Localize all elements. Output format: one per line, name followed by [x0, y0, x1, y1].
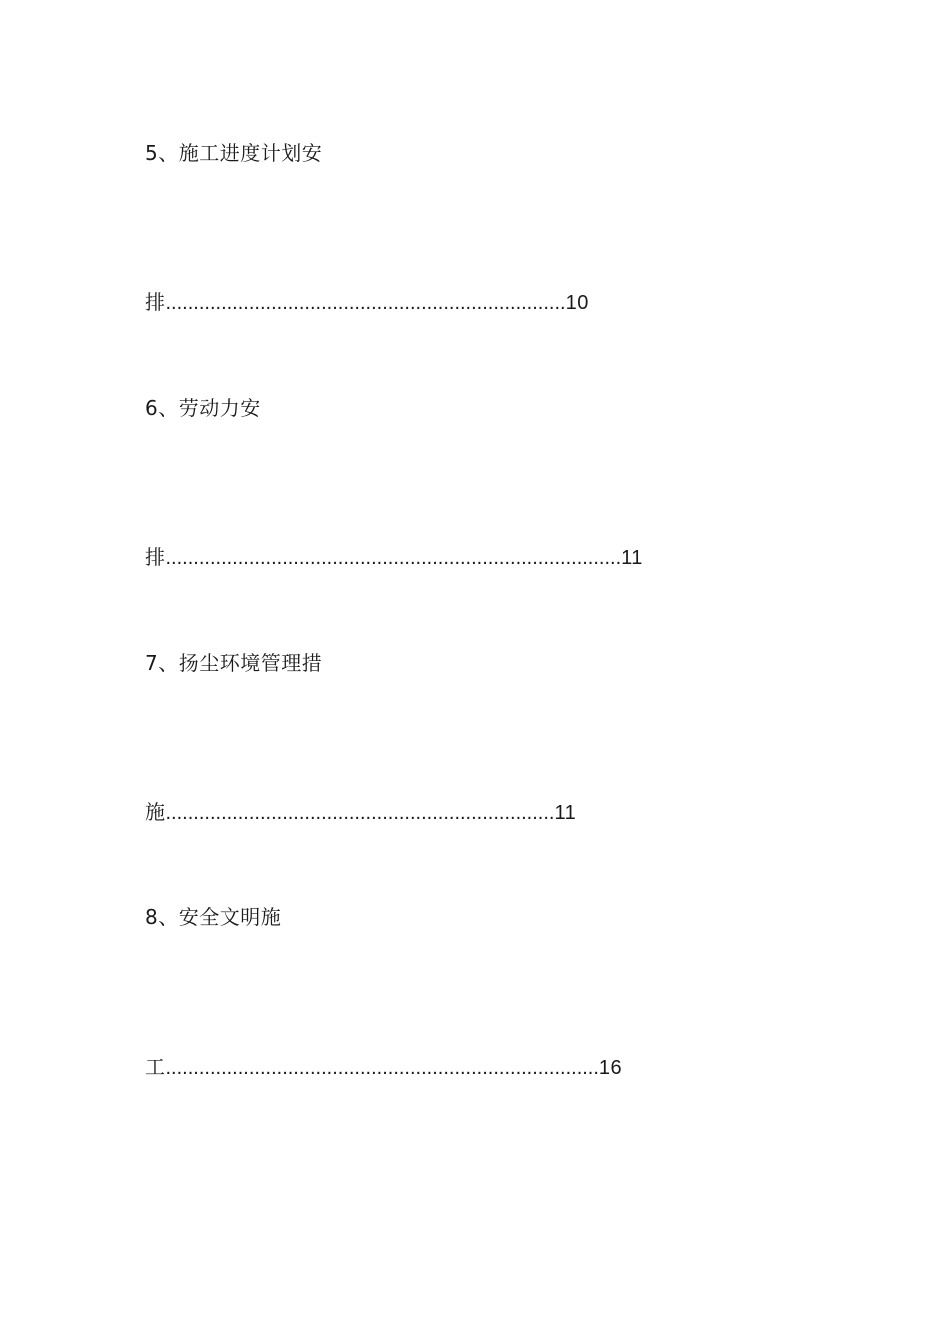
toc-page-number: 11 [554, 802, 577, 824]
toc-entry-5-leader-line[interactable] [145, 289, 589, 316]
toc-entry-tail-text: 工 [145, 1055, 166, 1079]
toc-page-number: 11 [621, 547, 643, 569]
dot-leader: .............................................................................. [165, 1057, 599, 1079]
toc-entry-6-title[interactable] [145, 395, 261, 421]
dot-leader: ...................................................................... [165, 802, 555, 824]
toc-page-number: 16 [598, 1057, 623, 1079]
toc-entry-8-leader-line[interactable] [145, 1054, 622, 1081]
toc-entry-title-text: 8、安全文明施 [145, 905, 282, 929]
toc-entry-tail-text: 排 [145, 545, 166, 569]
toc-entry-7-title[interactable] [145, 650, 322, 676]
toc-page-number: 10 [565, 292, 589, 314]
toc-entry-6-leader-line[interactable] [145, 544, 643, 571]
toc-entry-7-leader-line[interactable] [145, 799, 576, 826]
toc-entry-tail-text: 施 [145, 800, 166, 824]
toc-entry-title-text: 5、施工进度计划安 [145, 141, 323, 165]
toc-entry-title-text: 7、扬尘环境管理措 [145, 651, 323, 675]
toc-entry-8-title[interactable] [145, 904, 281, 930]
toc-entry-5-title[interactable] [145, 140, 322, 166]
toc-entry-title-text: 6、劳动力安 [145, 396, 261, 420]
dot-leader: ........................................................................ [165, 292, 566, 314]
toc-entry-tail-text: 排 [145, 290, 166, 314]
dot-leader: .................................................................................. [165, 547, 622, 569]
